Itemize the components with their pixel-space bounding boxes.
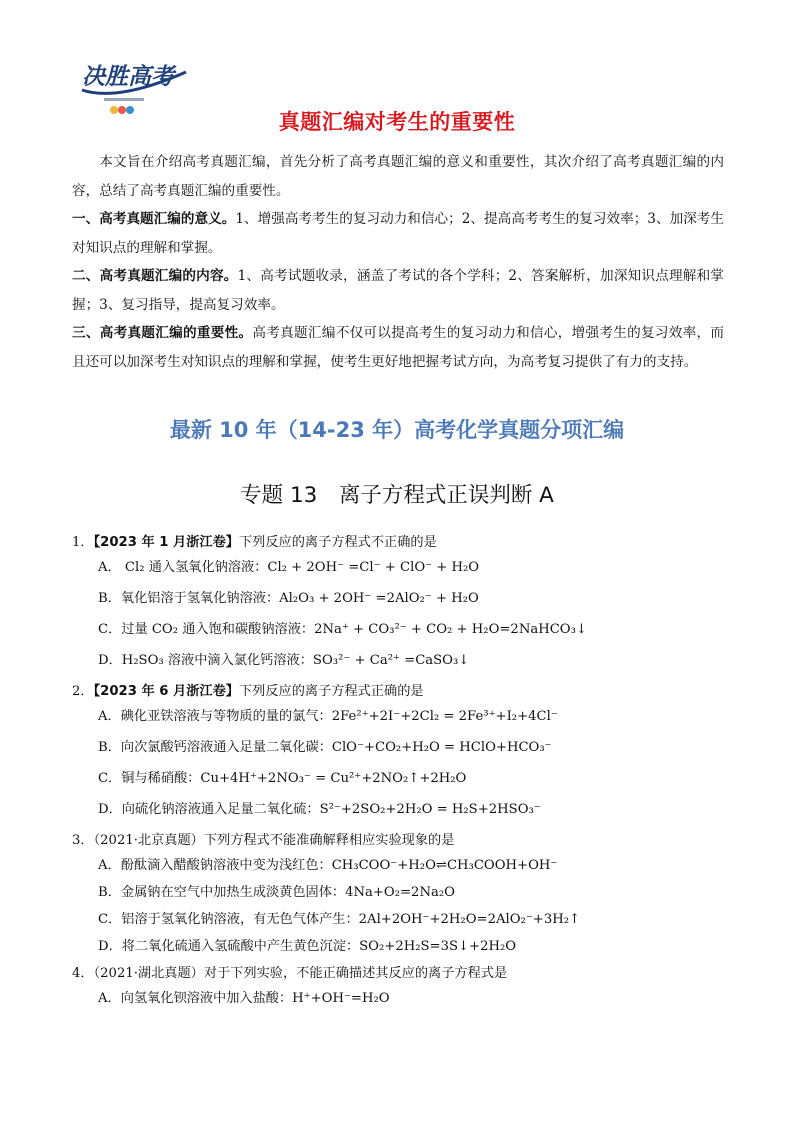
question-text: 下列方程式不能准确解释相应实验现象的是 xyxy=(203,833,455,848)
option-d: D．将二氧化硫通入氢硫酸中产生黄色沉淀：SO₂+2H₂S=3S↓+2H₂O xyxy=(98,939,517,954)
intro-point-1-body: 1、增强高考考生的复习动力和信心；2、提高高考考生的复习效率；3、加深考生对知识点的理解和掌握。 xyxy=(72,211,725,256)
question-source: （2021·北京真题） xyxy=(93,833,204,848)
topic-title: 专题 13 离子方程式正误判断 A xyxy=(240,483,554,508)
intro-point-2-heading: 二、高考真题汇编的内容。 xyxy=(72,268,238,284)
option-c: C．铜与稀硝酸：Cu+4H⁺+2NO₃⁻ = Cu²⁺+2NO₂↑+2H₂O xyxy=(98,771,467,786)
intro-point-3-heading: 三、高考真题汇编的重要性。 xyxy=(72,325,253,341)
option-d: D．向硫化钠溶液通入足量二氧化硫：S²⁻+2SO₂+2H₂O = H₂S+2HSO₃⁻ xyxy=(98,802,541,817)
option-c: C．铝溶于氢氧化钠溶液，有无色气体产生：2Al+2OH⁻+2H₂O=2AlO₂⁻+3H₂↑ xyxy=(98,912,581,927)
logo-text: 决胜高考 xyxy=(82,63,174,90)
intro-point-1-heading: 一、高考真题汇编的意义。 xyxy=(72,211,236,227)
option-a: A．碘化亚铁溶液与等物质的量的氯气：2Fe²⁺+2I⁻+2Cl₂ = 2Fe³⁺+I₂+4Cl⁻ xyxy=(98,709,558,724)
option-d: D．H₂SO₃ 溶液中滴入氯化钙溶液：SO₃²⁻ + Ca²⁺ =CaSO₃↓ xyxy=(98,653,470,668)
question-item xyxy=(72,963,722,1010)
question-text: 下列反应的离子方程式不正确的是 xyxy=(238,535,437,550)
intro-point-2-body: 1、高考试题收录，涵盖了考试的各个学科；2、答案解析，加深知识点理解和掌握；3、复习指导，提高复习效率。 xyxy=(72,268,725,313)
intro-point-3 xyxy=(72,319,724,376)
question-item xyxy=(72,532,722,672)
question-number: 3． xyxy=(72,833,94,848)
question-text: 下列反应的离子方程式正确的是 xyxy=(238,684,424,699)
intro-point-1 xyxy=(72,205,724,262)
question-source: 【2023 年 1 月浙江卷】 xyxy=(93,535,239,550)
question-stem xyxy=(72,963,722,985)
page-title: 真题汇编对考生的重要性 xyxy=(278,110,516,134)
question-number: 1． xyxy=(72,535,94,550)
question-number: 2． xyxy=(72,684,94,699)
question-stem xyxy=(72,681,722,703)
collection-subtitle: 最新 10 年（14-23 年）高考化学真题分项汇编 xyxy=(169,418,625,442)
question-number: 4． xyxy=(72,966,94,981)
option-a: A．酚酞滴入醋酸钠溶液中变为浅红色：CH₃COO⁻+H₂O⇌CH₃COOH+OH⁻ xyxy=(98,858,558,873)
intro-point-2 xyxy=(72,262,724,319)
option-b: B．向次氯酸钙溶液通入足量二氧化碳：ClO⁻+CO₂+H₂O = HClO+HCO₃⁻ xyxy=(98,740,552,755)
question-stem xyxy=(72,830,722,852)
question-source: （2021·湖北真题） xyxy=(93,966,204,981)
question-item xyxy=(72,681,722,821)
option-b: B．金属钠在空气中加热生成淡黄色固体：4Na+O₂=2Na₂O xyxy=(98,885,455,900)
intro-summary: 本文旨在介绍高考真题汇编，首先分析了高考真题汇编的意义和重要性，其次介绍了高考真题汇编的内容，总结了高考真题汇编的重要性。 xyxy=(72,154,724,199)
option-a: A．向氢氧化钡溶液中加入盐酸：H⁺+OH⁻=H₂O xyxy=(98,991,390,1006)
intro-section xyxy=(72,148,724,376)
question-stem xyxy=(72,532,722,554)
question-text: 对于下列实验，不能正确描述其反应的离子方程式是 xyxy=(203,966,508,981)
option-b: B．氧化铝溶于氢氧化钠溶液：Al₂O₃ + 2OH⁻ =2AlO₂⁻ + H₂O xyxy=(98,591,479,606)
question-item xyxy=(72,830,722,958)
question-list xyxy=(72,532,722,1015)
intro-point-3-body: 高考真题汇编不仅可以提高考生的复习动力和信心，增强考生的复习效率，而且还可以加深考生对知识点的理解和掌握，使考生更好地把握考试方向，为高考复习提供了有力的支持。 xyxy=(72,325,725,370)
option-c: C．过量 CO₂ 通入饱和碳酸钠溶液：2Na⁺ + CO₃²⁻ + CO₂ + H₂O=2NaHCO₃↓ xyxy=(98,622,587,637)
question-source: 【2023 年 6 月浙江卷】 xyxy=(93,684,239,699)
option-a: A． Cl₂ 通入氢氧化钠溶液：Cl₂ + 2OH⁻ =Cl⁻ + ClO⁻ + H₂O xyxy=(98,560,480,575)
